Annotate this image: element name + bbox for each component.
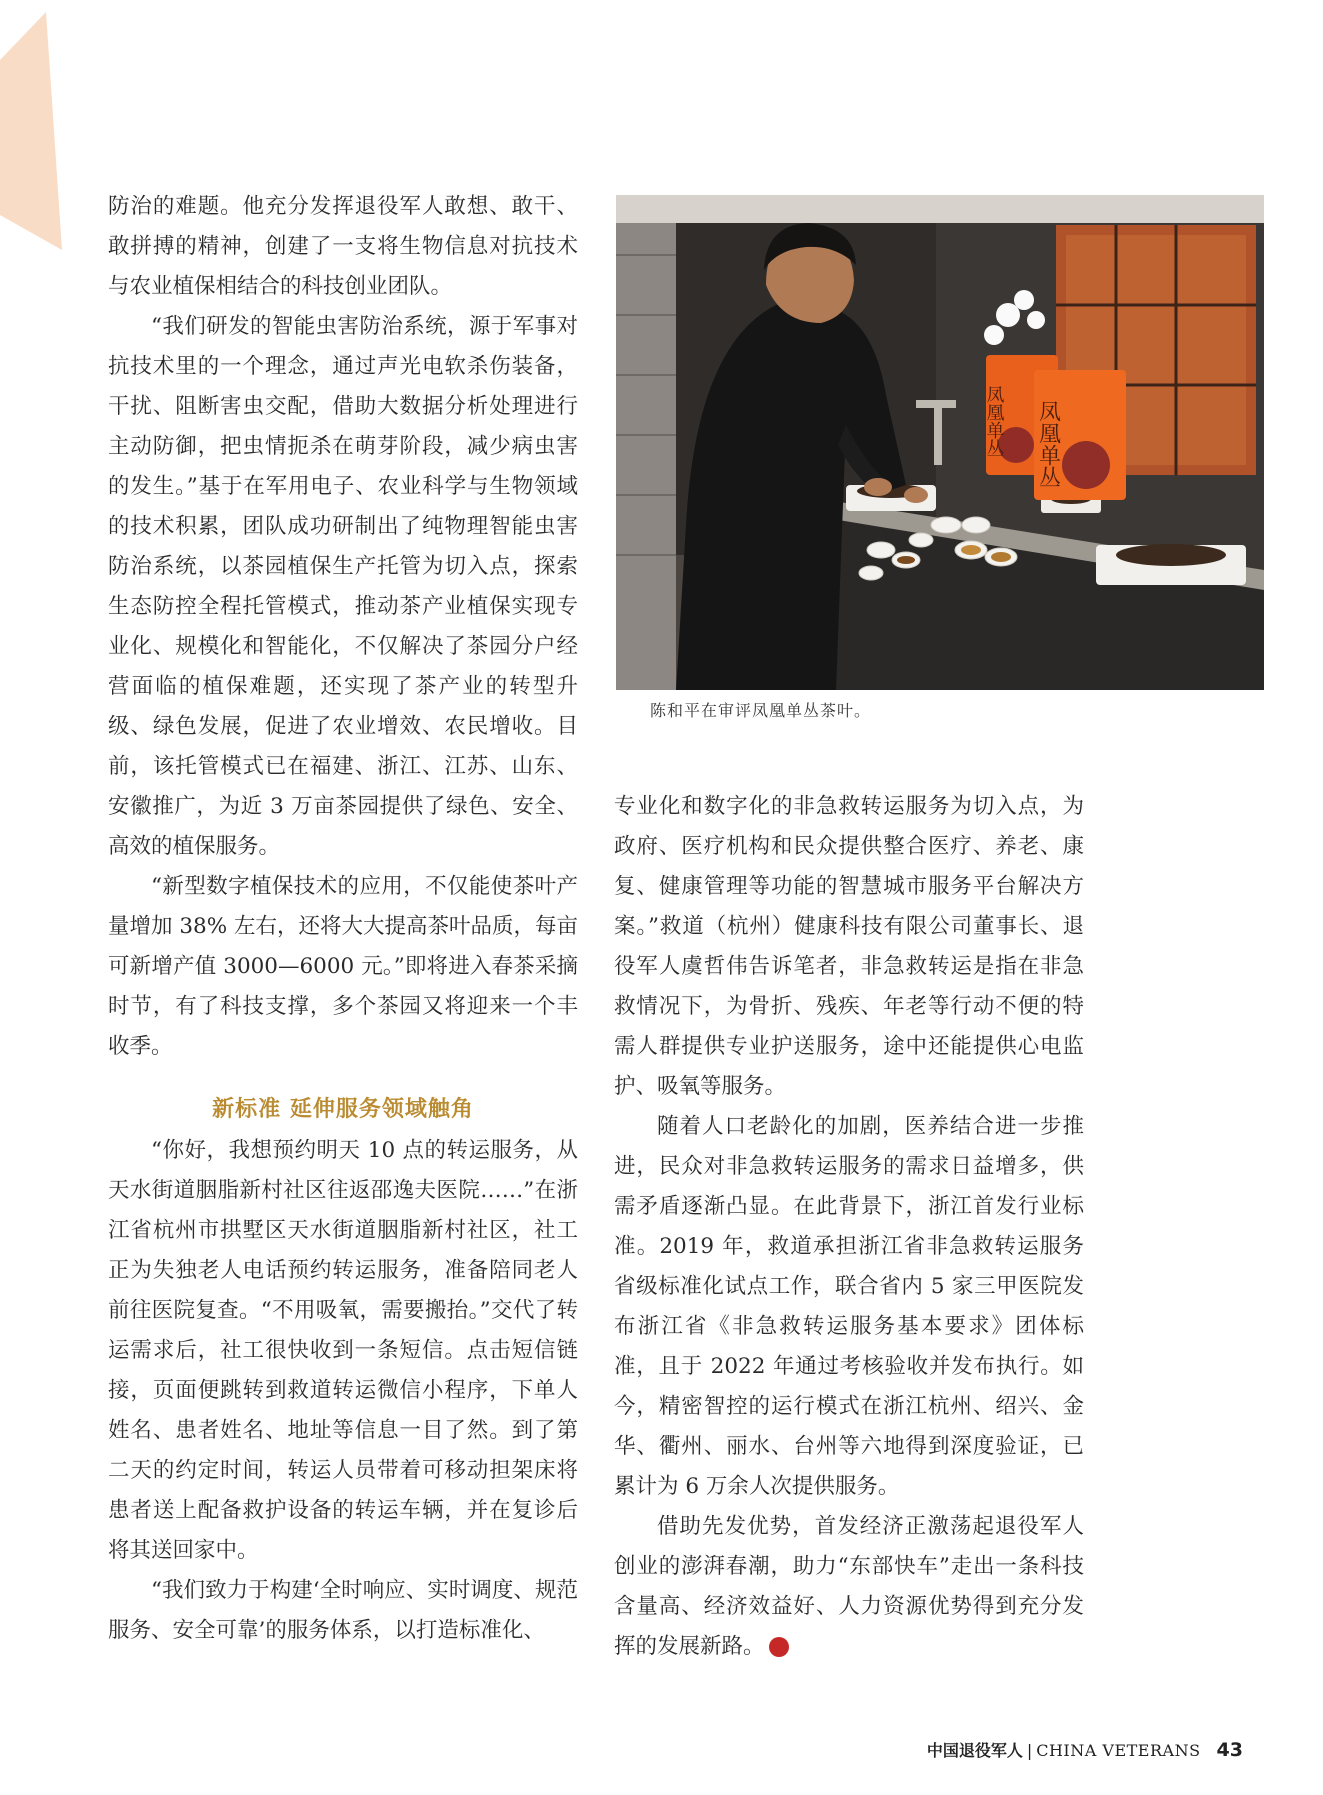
tea-bag-label: 凤凰单丛 <box>983 385 1005 457</box>
left-paragraph-3: “新型数字植保技术的应用，不仅能使茶叶产量增加 38% 左右，还将大大提高茶叶品质，每亩可新增产值 3000—6000 元。”即将进入春茶采摘时节，有了科技支撑，多个茶园又将迎来一个丰收季。 <box>108 874 578 1059</box>
left-paragraph-5: “我们致力于构建‘全时响应、实时调度、规范服务、安全可靠’的服务体系，以打造标准化、 <box>108 1578 578 1643</box>
magazine-name-en: CHINA VETERANS <box>1036 1741 1201 1760</box>
right-paragraph-3 <box>614 1507 1084 1667</box>
left-paragraph-4: “你好，我想预约明天 10 点的转运服务，从天水街道胭脂新村社区往返邵逸夫医院……”在浙江省杭州市拱墅区天水街道胭脂新村社区，社工正为失独老人电话预约转运服务，准备陪同老人前往医院复查。“不用吸氧，需要搬抬。”交代了转运需求后，社工很快收到一条短信。点击短信链接，页面便跳转到救道转运微信小程序，下单人姓名、患者姓名、地址等信息一目了然。到了第二天的约定时间，转运人员带着可移动担架床将患者送上配备救护设备的转运车辆，并在复诊后将其送回家中。 <box>108 1138 578 1563</box>
left-text-column <box>108 187 578 1651</box>
right-paragraph-1: 专业化和数字化的非急救转运服务为切入点，为政府、医疗机构和民众提供整合医疗、养老、康复、健康管理等功能的智慧城市服务平台解决方案。”救道（杭州）健康科技有限公司董事长、退役军人虞哲伟告诉笔者，非急救转运是指在非急救情况下，为骨折、残疾、年老等行动不便的特需人群提供专业护送服务，途中还能提供心电监护、吸氧等服务。 <box>614 794 1084 1099</box>
right-paragraph-3-text: 借助先发优势，首发经济正激荡起退役军人创业的澎湃春潮，助力“东部快车”走出一条科技含量高、经济效益好、人力资源优势得到充分发挥的发展新路。 <box>614 1514 1084 1659</box>
right-paragraph-2: 随着人口老龄化的加剧，医养结合进一步推进，民众对非急救转运服务的需求日益增多，供需矛盾逐渐凸显。在此背景下，浙江首发行业标准。2019 年，救道承担浙江省非急救转运服务省级标准化试点工作，联合省内 5 家三甲医院发布浙江省《非急救转运服务基本要求》团体标准，且于 2022 年通过考核验收并发布执行。如今，精密智控的运行模式在浙江杭州、绍兴、金华、衢州、丽水、台州等六地得到深度验证，已累计为 6 万余人次提供服务。 <box>614 1114 1084 1499</box>
footer-separator: | <box>1026 1741 1033 1760</box>
left-paragraph-2: “我们研发的智能虫害防治系统，源于军事对抗技术里的一个理念，通过声光电软杀伤装备，干扰、阻断害虫交配，借助大数据分析处理进行主动防御，把虫情扼杀在萌芽阶段，减少病虫害的发生。”基于在军用电子、农业科学与生物领域的技术积累，团队成功研制出了纯物理智能虫害防治系统，以茶园植保生产托管为切入点，探索生态防控全程托管模式，推动茶产业植保实现专业化、规模化和智能化，不仅解决了茶园分户经营面临的植保难题，还实现了茶产业的转型升级、绿色发展，促进了农业增效、农民增收。目前，该托管模式已在福建、浙江、江苏、山东、安徽推广，为近 3 万亩茶园提供了绿色、安全、高效的植保服务。 <box>108 314 578 859</box>
page-number: 43 <box>1216 1739 1243 1761</box>
page-footer <box>927 1738 1243 1761</box>
right-text-column <box>614 787 1084 1667</box>
corner-decoration <box>0 0 90 260</box>
article-photo <box>616 195 1264 690</box>
left-paragraph-1: 防治的难题。他充分发挥退役军人敢想、敢干、敢拼搏的精神，创建了一支将生物信息对抗技术与农业植保相结合的科技创业团队。 <box>108 194 578 299</box>
section-heading: 新标准 延伸服务领域触角 <box>212 1096 474 1122</box>
magazine-name-cn: 中国退役军人 <box>926 1741 1023 1760</box>
photo-caption: 陈和平在审评凤凰单丛茶叶。 <box>650 701 872 720</box>
svg-text:凤凰单丛: 凤凰单丛 <box>1035 400 1061 488</box>
article-end-icon: V <box>769 1637 789 1657</box>
